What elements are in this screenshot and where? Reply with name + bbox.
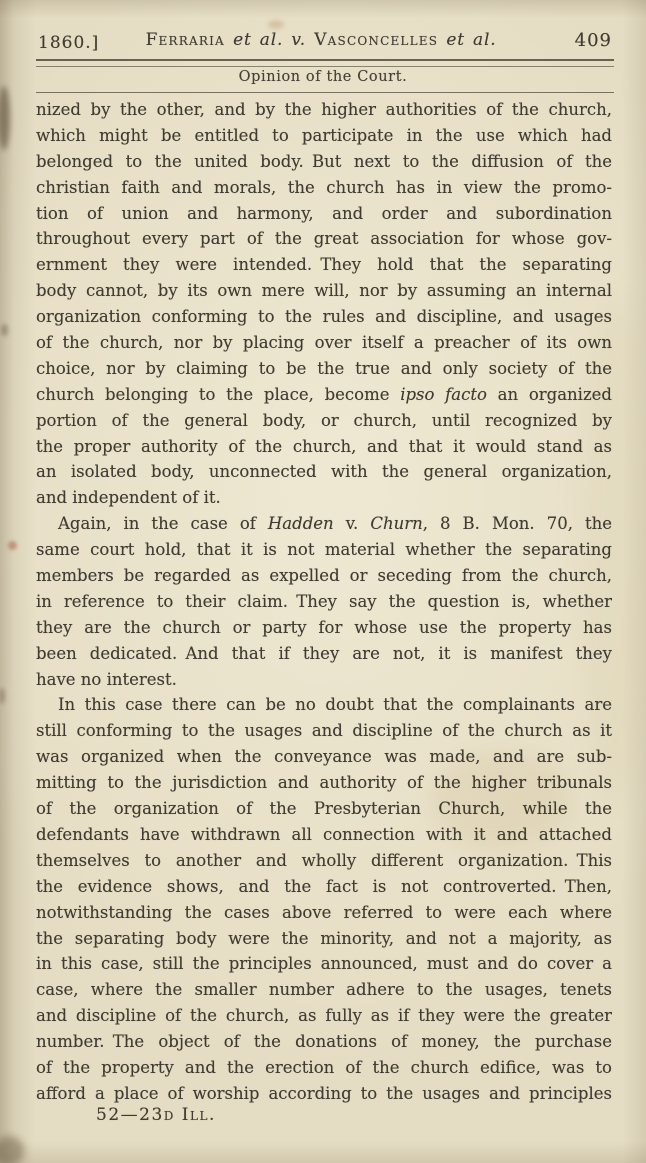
text-line (36, 951, 612, 977)
text-run: which might be entitled to participate in the use which had (36, 125, 612, 145)
text-line (36, 615, 612, 641)
text-run: tion of union and harmony, and order and subordination (36, 203, 612, 223)
text-line (36, 278, 612, 304)
text-line (36, 1055, 612, 1081)
text-run: body cannot, by its own mere will, nor by assuming an internal (36, 281, 612, 301)
text-run: still conforming to the usages and discipline of the church as it (36, 721, 612, 741)
caption-rule (36, 92, 614, 93)
text-line (36, 900, 612, 926)
text-run: of the church, nor by placing over itself a preacher of its own (36, 333, 612, 353)
text-line (36, 434, 612, 460)
text-run: same court hold, that it is not material whether the separating (36, 540, 612, 560)
paper-stain (0, 688, 5, 704)
paper-stain (0, 86, 10, 150)
opinion-text (36, 97, 612, 1107)
paragraph (36, 692, 612, 1106)
text-run: choice, nor by claiming to be the true and only society of the (36, 358, 612, 378)
text-run: have no interest. (36, 669, 177, 689)
text-run: , 8 B. Mon. 70, the (422, 514, 612, 534)
text-run: In this case there can be no doubt that the complainants are (58, 695, 612, 715)
text-line (36, 149, 612, 175)
text-line (36, 511, 612, 537)
text-run: they are the church or party for whose use the property has (36, 617, 612, 637)
text-line (36, 459, 612, 485)
text-run: case, where the smaller number adhere to the usages, tenets (36, 980, 612, 1000)
text-line (36, 796, 612, 822)
text-run: Churn (370, 514, 423, 534)
text-line (36, 822, 612, 848)
text-run: notwithstanding the cases above referred to were each where (36, 902, 612, 922)
text-run: throughout every part of the great association for whose gov- (36, 229, 612, 249)
text-run: of the organization of the Presbyterian Church, while the (36, 799, 612, 819)
text-line (36, 304, 612, 330)
text-line (36, 718, 612, 744)
text-run: ernment they were intended. They hold that the separating (36, 255, 612, 275)
text-run: the separating body were the minority, and not a majority, as (36, 928, 612, 948)
text-run: and independent of it. (36, 488, 221, 508)
text-line (36, 641, 612, 667)
text-line (36, 226, 612, 252)
text-line (36, 408, 612, 434)
text-line (36, 356, 612, 382)
text-line (36, 485, 612, 511)
text-run: the proper authority of the church, and that it would stand as (36, 436, 612, 456)
text-line (36, 1003, 612, 1029)
reporter-signature: 52—23d Ill. (96, 1105, 216, 1125)
text-line (36, 977, 612, 1003)
text-run: was organized when the conveyance was made, and are sub- (36, 747, 612, 767)
paragraph (36, 511, 612, 692)
text-line (36, 667, 612, 693)
paper-stain (268, 20, 284, 29)
text-line (36, 1081, 612, 1107)
paper-stain (8, 541, 17, 550)
page-header (36, 30, 612, 56)
text-run: afford a place of worship according to the usages and principles (36, 1083, 612, 1103)
text-line (36, 563, 612, 589)
text-line (36, 1029, 612, 1055)
text-run: belonged to the united body. But next to the diffusion of the (36, 151, 612, 171)
text-run: of the property and the erection of the church edifice, was to (36, 1057, 612, 1077)
header-double-rule (36, 59, 614, 67)
text-line (36, 692, 612, 718)
text-run: an isolated body, unconnected with the general organization, (36, 462, 612, 482)
text-line (36, 201, 612, 227)
case-title (106, 30, 536, 50)
text-line (36, 175, 612, 201)
text-run: in reference to their claim. They say the question is, whether (36, 591, 612, 611)
text-run: portion of the general body, or church, until recognized by (36, 410, 612, 430)
case-title-segment: Ferraria (145, 30, 225, 50)
text-run: in this case, still the principles announced, must and do cover a (36, 954, 612, 974)
text-line (36, 926, 612, 952)
text-run: v. (333, 514, 371, 534)
case-title-segment: et al. (438, 30, 497, 50)
text-line (36, 537, 612, 563)
text-line (36, 874, 612, 900)
running-caption: Opinion of the Court. (238, 69, 408, 85)
text-run: themselves to another and wholly different organization. This (36, 850, 612, 870)
text-run: nized by the other, and by the higher authorities of the church, (36, 100, 612, 119)
text-line (36, 97, 612, 123)
text-line (36, 848, 612, 874)
header-page-number: 409 (574, 30, 612, 51)
text-run: an organized (486, 384, 612, 404)
text-line (36, 123, 612, 149)
text-run: Hadden (267, 514, 334, 534)
text-run: ipso facto (400, 384, 487, 404)
text-line (36, 382, 612, 408)
text-run: church belonging to the place, become (36, 384, 401, 404)
text-run: mitting to the jurisdiction and authority of the higher tribunals (36, 773, 612, 793)
text-run: Again, in the case of (58, 514, 268, 534)
text-line (36, 330, 612, 356)
paper-stain (1, 324, 8, 336)
text-run: number. The object of the donations of money, the purchase (36, 1032, 612, 1052)
case-title-segment: Vasconcelles (314, 30, 439, 50)
text-run: been dedicated. And that if they are not, it is manifest they (36, 643, 612, 663)
text-line (36, 744, 612, 770)
text-run: defendants have withdrawn all connection with it and attached (36, 824, 612, 844)
header-year-label: 1860.] (38, 33, 100, 53)
text-line (36, 589, 612, 615)
text-line (36, 252, 612, 278)
case-title-segment: et al. v. (224, 30, 315, 50)
text-run: organization conforming to the rules and discipline, and usages (36, 307, 612, 327)
text-run: the evidence shows, and the fact is not controverted. Then, (36, 876, 612, 896)
paragraph (36, 97, 612, 511)
paper-stain (0, 1136, 24, 1163)
text-run: christian faith and morals, the church has in view the promo- (36, 177, 612, 197)
text-run: and discipline of the church, as fully as if they were the greater (36, 1006, 612, 1026)
text-line (36, 770, 612, 796)
text-run: members be regarded as expelled or seceding from the church, (36, 566, 612, 586)
